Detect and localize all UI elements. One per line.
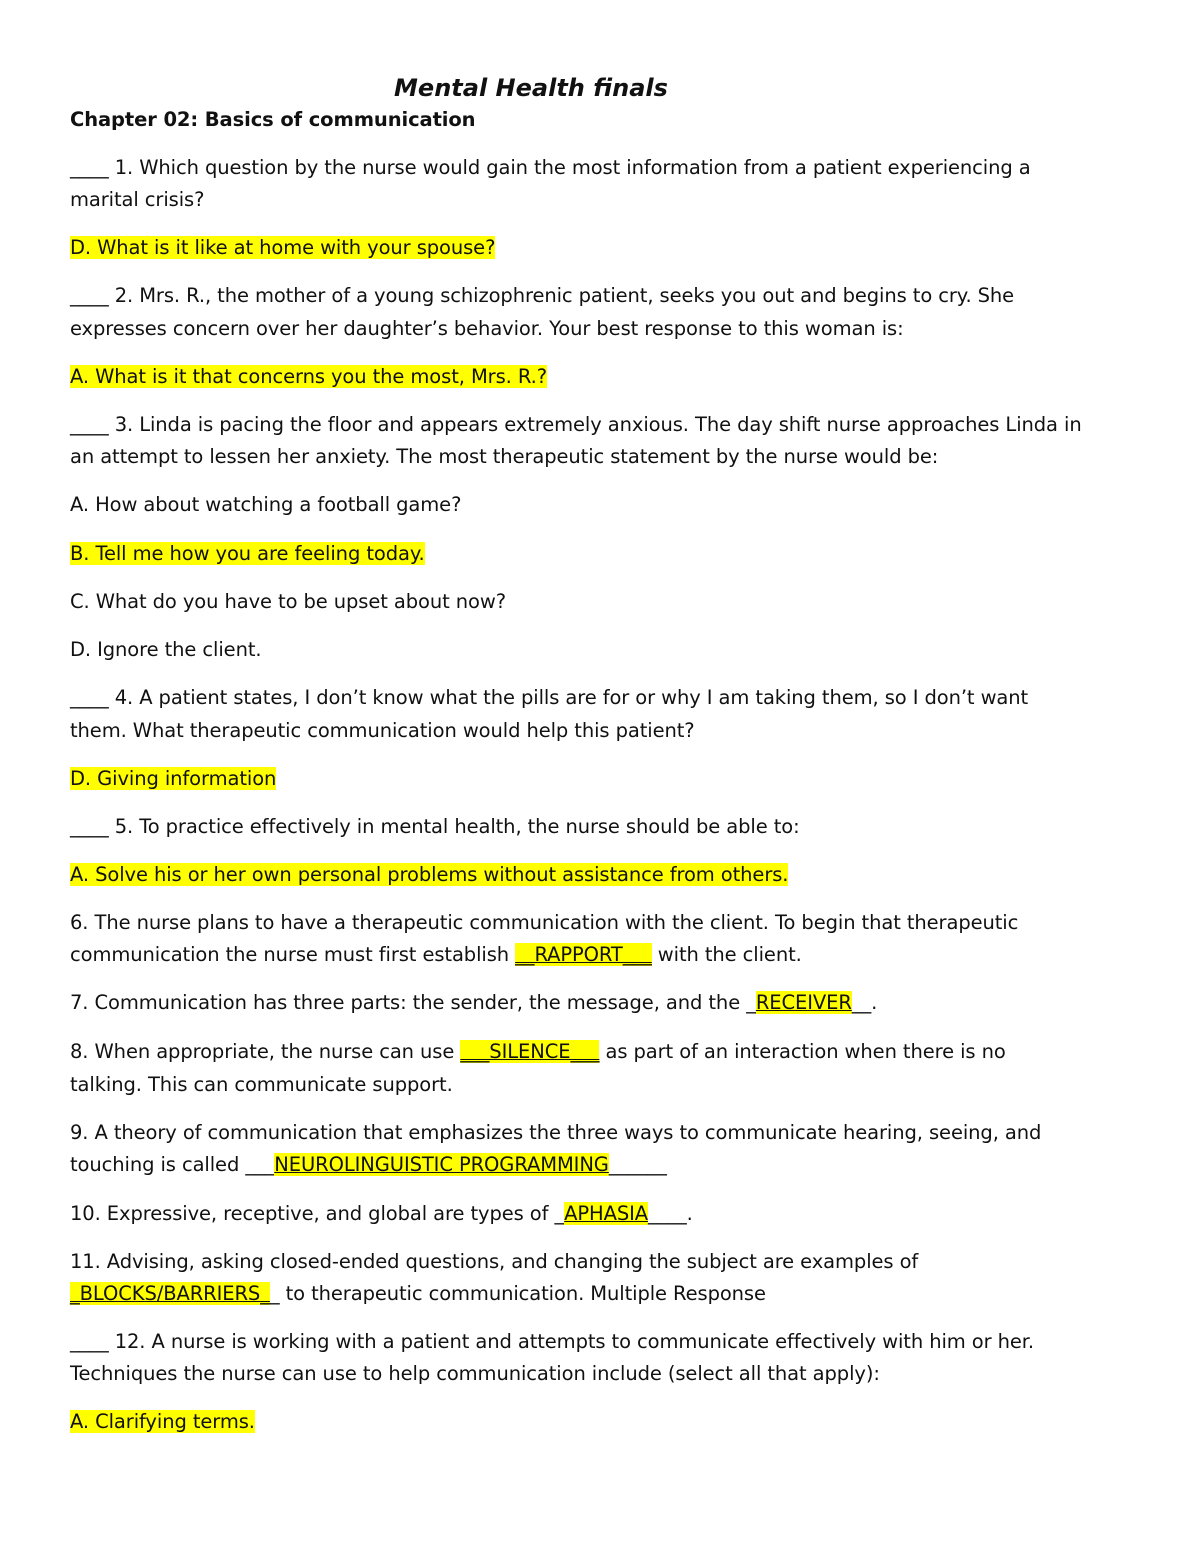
question-10-text-after: ____. (648, 1202, 693, 1225)
question-10-line-1 (70, 1201, 693, 1227)
question-1-answer (70, 235, 495, 261)
question-12-line-1: ____ 12. A nurse is working with a patient and attempts to communicate effectively with him or her. (70, 1330, 1034, 1353)
document-title: Mental Health finals (394, 74, 668, 102)
question-6-text-after: with the client. (651, 943, 802, 966)
fill-in-answer: RECEIVER (755, 991, 852, 1014)
question-2-line-2: expresses concern over her daughter’s behavior. Your best response to this woman is: (70, 317, 904, 340)
answer-highlight: B. Tell me how you are feeling today. (70, 542, 425, 565)
answer-highlight: A. What is it that concerns you the most, Mrs. R.? (70, 365, 547, 388)
question-9-line-2 (70, 1152, 667, 1178)
question-3-option-a: A. How about watching a football game? (70, 493, 462, 516)
question-6-text-before: communication the nurse must first establish (70, 943, 516, 966)
answer-highlight: A. Solve his or her own personal problems without assistance from others. (70, 863, 789, 886)
question-6-line-1: 6. The nurse plans to have a therapeutic communication with the client. To begin that therapeutic (70, 911, 1019, 934)
question-9-line-1: 9. A theory of communication that emphasizes the three ways to communicate hearing, seeing, and (70, 1121, 1042, 1144)
question-11-text-after: _ to therapeutic communication. Multiple Response (269, 1282, 766, 1305)
question-8-text-before: 8. When appropriate, the nurse can use (70, 1040, 461, 1063)
answer-highlight: A. Clarifying terms. (70, 1410, 255, 1433)
question-10-text-before: 10. Expressive, receptive, and global are types of _ (70, 1202, 565, 1225)
question-4-line-2: them. What therapeutic communication would help this patient? (70, 719, 695, 742)
answer-highlight: D. What is it like at home with your spouse? (70, 236, 496, 259)
question-9-text-before: touching is called ___ (70, 1153, 275, 1176)
question-5-line-1: ____ 5. To practice effectively in mental health, the nurse should be able to: (70, 815, 800, 838)
question-6-line-2 (70, 942, 802, 968)
question-3-option-c: C. What do you have to be upset about now? (70, 590, 506, 613)
question-12-line-2: Techniques the nurse can use to help communication include (select all that apply): (70, 1362, 880, 1385)
fill-in-answer: APHASIA (564, 1202, 649, 1225)
fill-in-answer: ___SILENCE___ (460, 1040, 600, 1063)
question-11-line-2 (70, 1281, 766, 1307)
question-4-answer (70, 766, 276, 792)
question-3-option-d: D. Ignore the client. (70, 638, 262, 661)
question-7-text-after: __. (851, 991, 878, 1014)
question-3-answer (70, 541, 425, 567)
answer-highlight: D. Giving information (70, 767, 277, 790)
question-8-text-after: as part of an interaction when there is no (599, 1040, 1006, 1063)
question-11-line-1: 11. Advising, asking closed-ended questions, and changing the subject are examples of (70, 1250, 919, 1273)
question-3-line-1: ____ 3. Linda is pacing the floor and appears extremely anxious. The day shift nurse approaches Linda in (70, 413, 1082, 436)
question-3-line-2: an attempt to lessen her anxiety. The most therapeutic statement by the nurse would be: (70, 445, 939, 468)
question-7-line-1 (70, 990, 877, 1016)
question-9-text-after: ______ (608, 1153, 667, 1176)
fill-in-answer: __RAPPORT___ (515, 943, 652, 966)
question-1-line-2: marital crisis? (70, 188, 205, 211)
question-8-line-1 (70, 1039, 1006, 1065)
chapter-heading: Chapter 02: Basics of communication (70, 108, 476, 131)
question-4-line-1: ____ 4. A patient states, I don’t know what the pills are for or why I am taking them, so I don’t want (70, 686, 1029, 709)
question-2-line-1: ____ 2. Mrs. R., the mother of a young schizophrenic patient, seeks you out and begins to cry. She (70, 284, 1015, 307)
question-2-answer (70, 364, 547, 390)
question-1-line-1: ____ 1. Which question by the nurse would gain the most information from a patient experiencing a (70, 156, 1031, 179)
fill-in-answer: _BLOCKS/BARRIERS_ (70, 1282, 270, 1305)
question-5-answer (70, 862, 788, 888)
question-8-line-2: talking. This can communicate support. (70, 1073, 453, 1096)
question-7-text-before: 7. Communication has three parts: the sender, the message, and the _ (70, 991, 756, 1014)
question-12-answer (70, 1409, 255, 1435)
fill-in-answer: NEUROLINGUISTIC PROGRAMMING (274, 1153, 609, 1176)
